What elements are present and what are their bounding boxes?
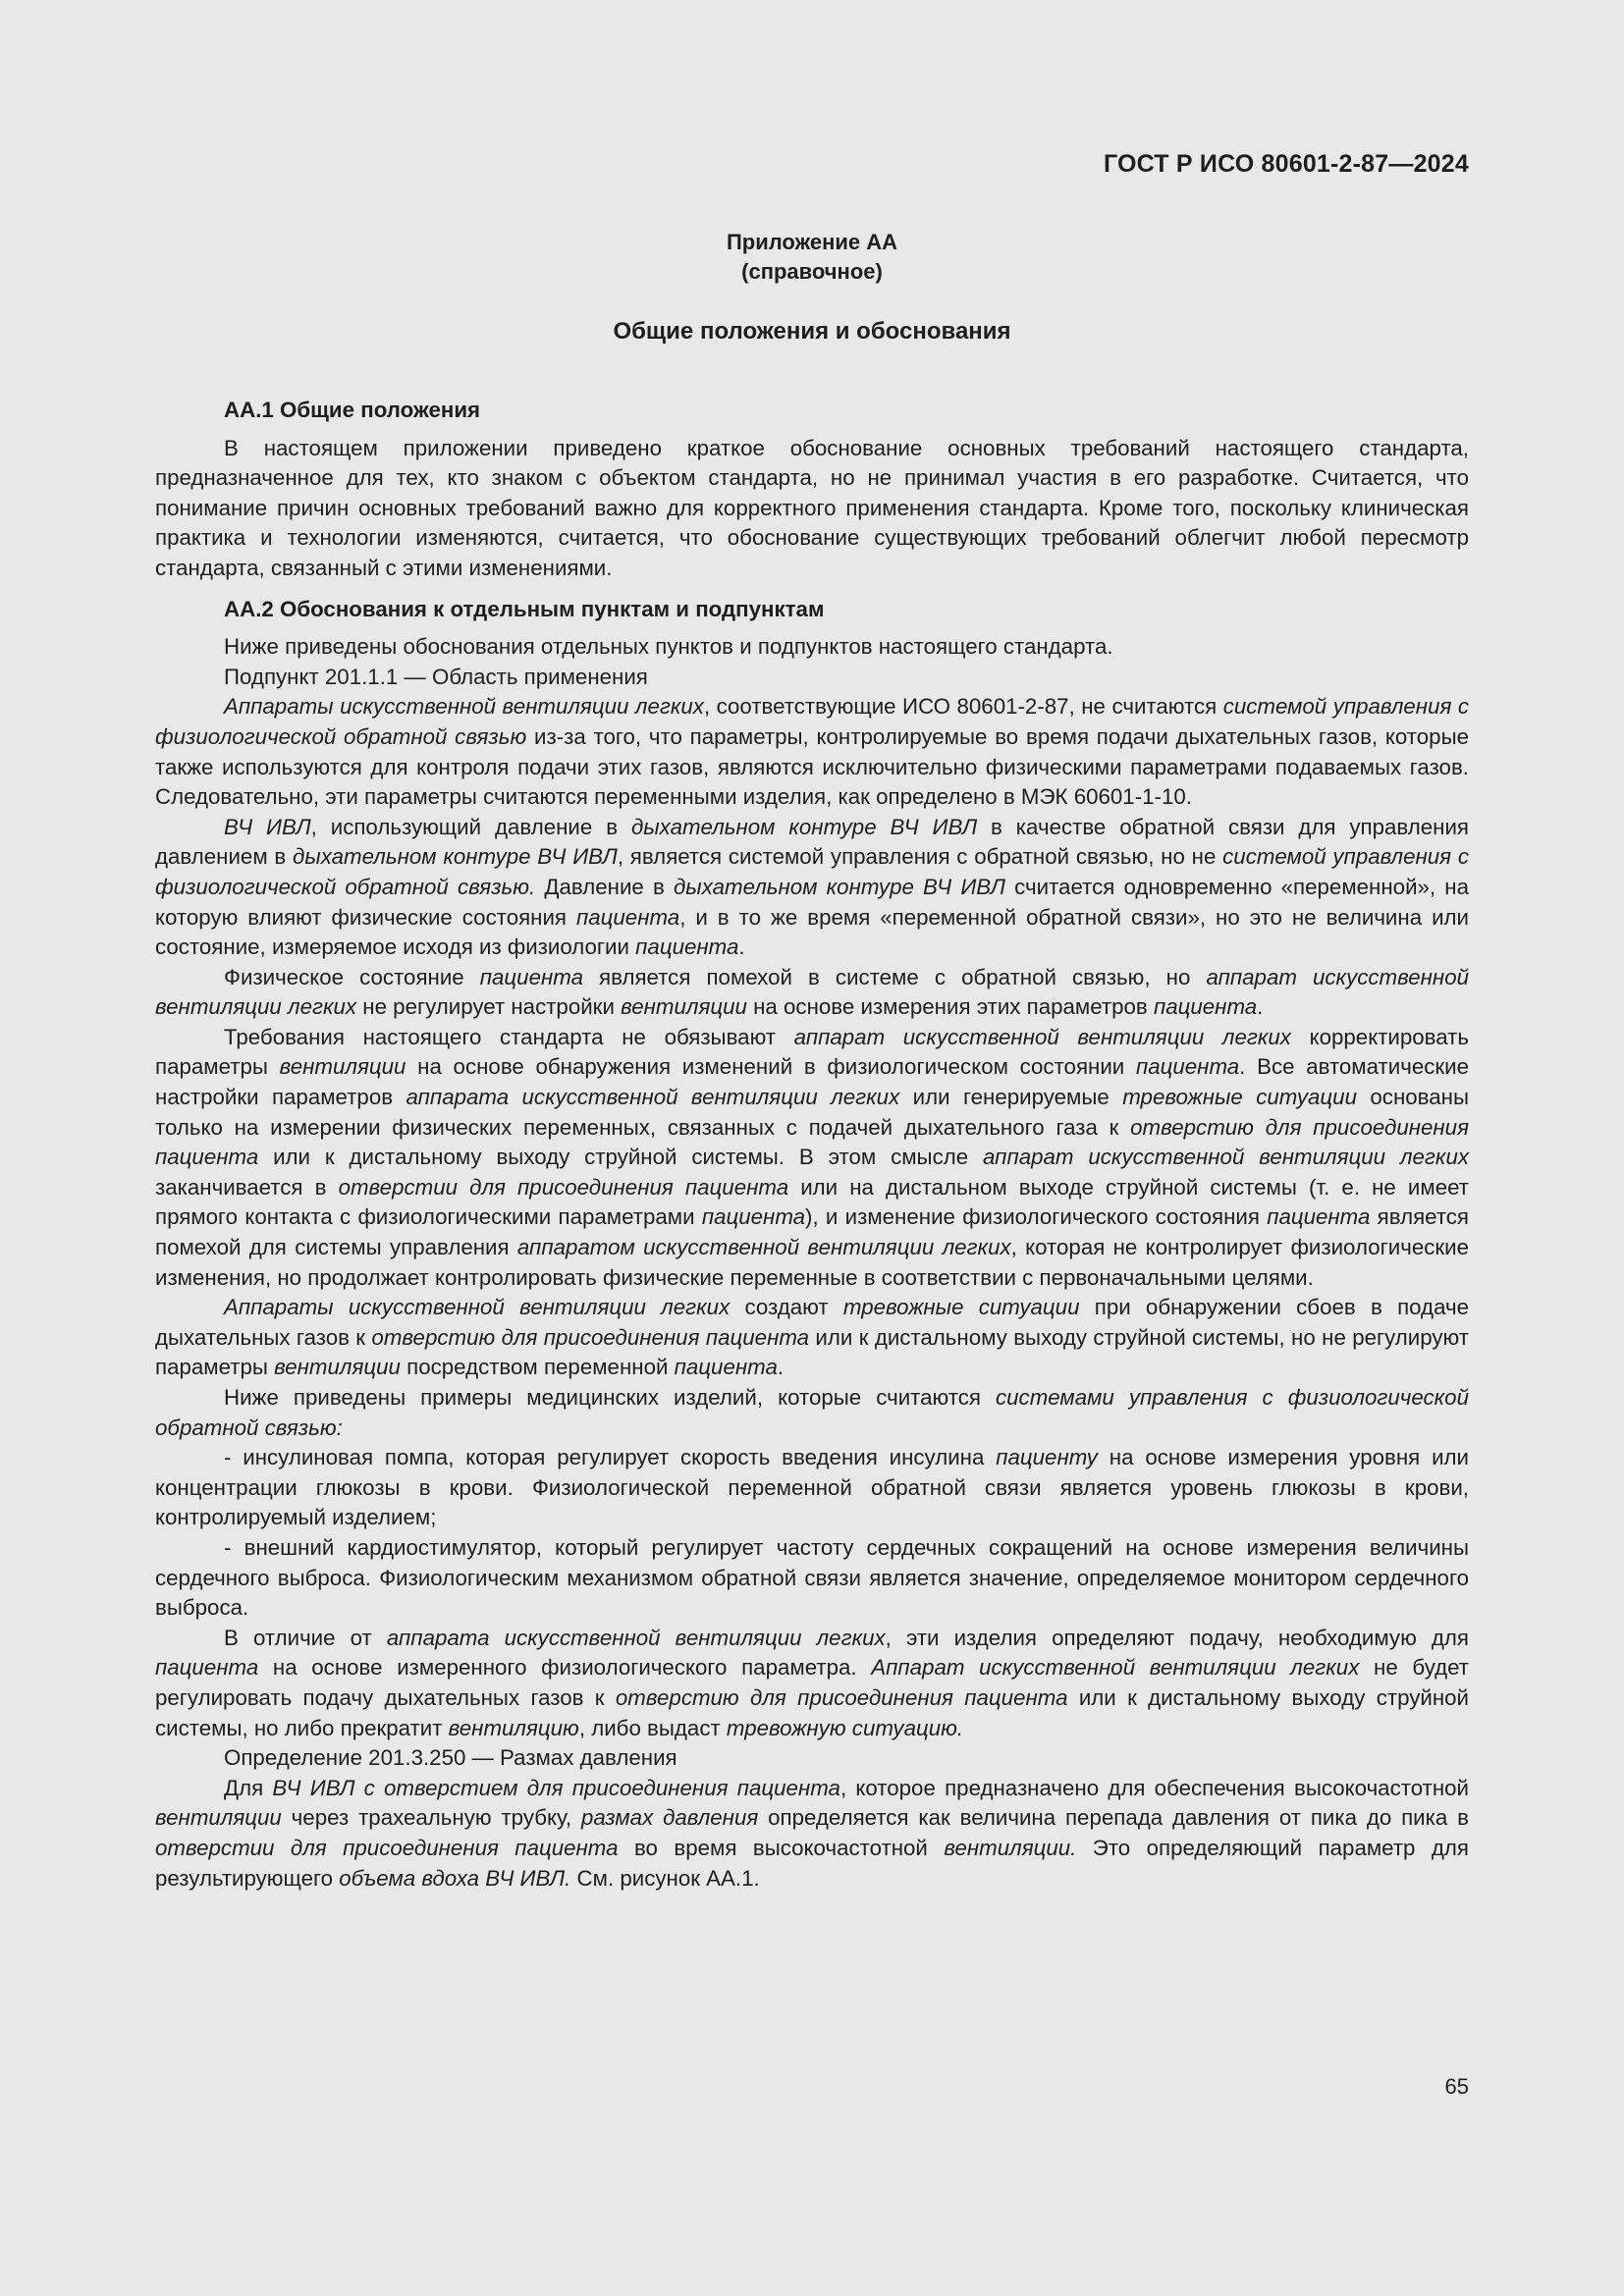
italic-term: аппарат искусственной вентиляции легких <box>155 964 1469 1020</box>
text-run: создают <box>730 1295 843 1320</box>
italic-term: отверстию для присоединения пациента <box>155 1114 1469 1170</box>
annex-title-line1: Приложение АА <box>726 230 898 254</box>
italic-term: аппарата искусственной вентиляции легких <box>386 1625 886 1650</box>
paragraph <box>155 813 1469 963</box>
italic-term: дыхательном контуре ВЧ ИВЛ <box>673 874 1005 899</box>
text-run: посредством переменной <box>400 1355 675 1380</box>
standard-code-header: ГОСТ Р ИСО 80601-2-87—2024 <box>1103 150 1469 178</box>
text-run: через трахеальную трубку, <box>281 1805 581 1831</box>
text-run: , либо выдаст <box>578 1715 727 1740</box>
italic-term: пациента <box>701 1204 806 1230</box>
text-run: определяется как величина перепада давления от пика до пика в <box>758 1805 1469 1831</box>
text-run: Это определяющий параметр для результирующего <box>155 1835 1469 1891</box>
italic-term: вентиляцию <box>448 1715 579 1740</box>
italic-term: аппарат искусственной вентиляции легких <box>793 1024 1291 1049</box>
text-run: Определение 201.3.250 — Размах давления <box>224 1745 677 1771</box>
italic-term: системой управления с физиологической обратной связью. <box>155 844 1469 899</box>
italic-term: вентиляции. <box>944 1835 1077 1860</box>
annex-title <box>155 228 1469 287</box>
text-run: на основе обнаружения изменений в физиологическом состоянии <box>406 1054 1136 1080</box>
annex-title-line2: (справочное) <box>741 259 883 284</box>
italic-term: отверстию для присоединения пациента <box>615 1684 1068 1710</box>
text-run: ), и изменение физиологического состояния <box>805 1204 1268 1230</box>
text-run: является помехой для системы управления <box>155 1204 1470 1260</box>
italic-term: Аппараты искусственной вентиляции легких <box>224 694 704 720</box>
italic-term: дыхательном контуре ВЧ ИВЛ <box>630 814 978 839</box>
italic-term: отверстии для присоединения пациента <box>155 1835 619 1860</box>
section-aa1-content <box>155 434 1469 584</box>
paragraph <box>155 1383 1469 1443</box>
paragraph <box>155 692 1469 812</box>
section-heading-aa2: АА.2 Обоснования к отдельным пунктам и подпунктам <box>224 596 825 621</box>
text-run: не регулирует настройки <box>356 994 622 1020</box>
text-run: из-за того, что параметры, контролируемые во время подачи дыхательных газов, которые также используются для контроля подачи этих газов, являются исключительно физическими параметрами подаваемых газов. Следовательно, эти параметры считаются переменными изделия, как определено в МЭК 60601-1-10. <box>155 723 1469 810</box>
text-run: , которое предназначено для обеспечения высокочастотной <box>839 1775 1469 1800</box>
text-run: - инсулиновая помпа, которая регулирует скорость введения инсулина <box>224 1445 997 1470</box>
text-run: Физическое состояние <box>224 964 480 989</box>
italic-term: дыхательном контуре ВЧ ИВЛ <box>293 844 618 870</box>
text-run: на основе измеренного физиологического параметра. <box>258 1655 872 1681</box>
italic-term: пациента <box>575 904 680 930</box>
italic-term: тревожные ситуации <box>842 1295 1080 1320</box>
text-run: Подпункт 201.1.1 — Область применения <box>224 664 648 689</box>
paragraph <box>155 1774 1469 1894</box>
text-run: . Все автоматические настройки параметров <box>155 1054 1469 1110</box>
italic-term: пациента <box>1153 994 1258 1020</box>
text-run: , эти изделия определяют подачу, необходимую для <box>885 1625 1469 1650</box>
italic-term: ВЧ ИВЛ с отверстием для присоединения пациента <box>272 1775 840 1800</box>
italic-term: аппаратом искусственной вентиляции легких <box>516 1235 1011 1260</box>
body-text <box>155 396 1469 1894</box>
text-run: , и в то же время «переменной обратной связи», но это не величина или состояние, измеряемое исходя из физиологии <box>155 904 1469 960</box>
text-run: См. рисунок АА.1. <box>570 1865 760 1891</box>
text-run: В отличие от <box>224 1625 387 1650</box>
paragraph <box>155 1624 1469 1743</box>
text-run: Давление в <box>535 874 674 899</box>
text-run: или на дистальном выходе струйной системы (т. е. не имеет прямого контакта с физиологическими параметрами <box>155 1174 1469 1230</box>
paragraph <box>155 1023 1469 1293</box>
italic-term: вентиляции <box>621 994 747 1020</box>
text-run: или к дистальному выходу струйной системы. В этом смысле <box>258 1145 984 1170</box>
paragraph <box>155 632 1469 663</box>
italic-term: отверстию для присоединения пациента <box>371 1324 810 1350</box>
text-run: , использующий давление в <box>310 814 631 839</box>
page-number: 65 <box>1444 2074 1469 2099</box>
italic-term: объема вдоха ВЧ ИВЛ. <box>339 1865 571 1891</box>
text-run: считается одновременно «переменной», на которую влияют физические состояния <box>155 874 1470 930</box>
text-run: на основе измерения этих параметров <box>746 994 1154 1020</box>
text-run: во время высокочастотной <box>618 1835 945 1860</box>
section-heading-aa1: АА.1 Общие положения <box>224 398 481 422</box>
text-run: или к дистальному выходу струйной системы, но либо прекратит <box>155 1684 1469 1740</box>
italic-term: вентиляции <box>274 1355 401 1380</box>
italic-term: пациента <box>635 934 739 960</box>
text-run: является помехой в системе с обратной связью, но <box>582 964 1207 989</box>
italic-term: пациента <box>1267 1204 1371 1230</box>
italic-term: вентиляции <box>155 1805 282 1831</box>
paragraph <box>155 963 1469 1023</box>
italic-term: системой управления с физиологической обратной связью <box>155 694 1470 749</box>
text-run: не будет регулировать подачу дыхательных газов к <box>155 1655 1469 1710</box>
section-aa2-content <box>155 632 1469 1894</box>
italic-term: Аппарат искусственной вентиляции легких <box>871 1655 1360 1681</box>
italic-term: пациента <box>1135 1054 1240 1080</box>
italic-term: аппарата искусственной вентиляции легких <box>406 1085 900 1110</box>
paragraph <box>155 1443 1469 1533</box>
italic-term: вентиляции <box>279 1054 406 1080</box>
text-run: при обнаружении сбоев в подаче дыхательных газов к <box>155 1295 1469 1350</box>
italic-term: ВЧ ИВЛ <box>224 814 311 839</box>
text-run: заканчивается в <box>155 1174 339 1200</box>
text-run: В настоящем приложении приведено краткое обоснование основных требований настоящего стандарта, предназначенное для тех, кто знаком с объектом стандарта, но не принимал участия в его разработке. Считается, что понимание причин основных требований важно для корректного применения стандарта. Кроме того, поскольку клиническая практика и технологии изменяются, считается, что обоснование существующих требований облегчит любой пересмотр стандарта, связанный с этими изменениями. <box>155 435 1469 580</box>
italic-term: размах давления <box>580 1805 759 1831</box>
italic-term: тревожную ситуацию. <box>726 1715 964 1740</box>
text-run: , которая не контролирует физиологические изменения, но продолжает контролировать физические переменные в соответствии с первоначальными целями. <box>155 1235 1469 1290</box>
italic-term: тревожные ситуации <box>1122 1085 1357 1110</box>
text-run: в качестве обратной связи для управления давлением в <box>155 814 1470 870</box>
italic-term: отверстии для присоединения пациента <box>338 1174 789 1200</box>
text-run: корректировать параметры <box>155 1024 1469 1080</box>
document-page <box>155 0 1469 2296</box>
annex-heading: Общие положения и обоснования <box>613 318 1011 345</box>
paragraph <box>155 434 1469 584</box>
text-run: Ниже приведены обоснования отдельных пунктов и подпунктов настоящего стандарта. <box>224 634 1113 660</box>
text-run: на основе измерения уровня или концентрации глюкозы в крови. Физиологической переменной обратной связи является уровень глюкозы в крови, контролируемый изделием; <box>155 1445 1469 1530</box>
text-run: основаны только на измерении физических переменных, связанных с подачей дыхательного газа к <box>155 1085 1469 1140</box>
text-run: . <box>1257 994 1264 1020</box>
italic-term: системами управления с физиологической обратной связью: <box>155 1385 1469 1440</box>
text-run: или генерируемые <box>899 1085 1123 1110</box>
text-run: Ниже приведены примеры медицинских изделий, которые считаются <box>224 1385 996 1410</box>
text-run: Для <box>224 1775 273 1800</box>
text-run: , является системой управления с обратной связью, но не <box>617 844 1223 870</box>
text-run: , соответствующие ИСО 80601-2-87, не считаются <box>703 694 1223 720</box>
italic-term: аппарат искусственной вентиляции легких <box>983 1145 1469 1170</box>
text-run: - внешний кардиостимулятор, который регулирует частоту сердечных сокращений на основе измерения величины сердечного выброса. Физиологическим механизмом обратной связи является значение, определяемое монитором сердечного выброса. <box>155 1534 1469 1621</box>
italic-term: пациента <box>479 964 583 989</box>
italic-term: пациента <box>674 1355 778 1380</box>
paragraph <box>155 1293 1469 1383</box>
paragraph <box>155 1743 1469 1774</box>
text-run: или к дистальному выходу струйной системы, но не регулируют параметры <box>155 1324 1469 1380</box>
italic-term: пациенту <box>996 1445 1098 1470</box>
text-run: Требования настоящего стандарта не обязывают <box>224 1024 794 1049</box>
text-run: . <box>777 1355 785 1380</box>
italic-term: Аппараты искусственной вентиляции легких <box>224 1295 731 1320</box>
paragraph <box>155 663 1469 693</box>
italic-term: пациента <box>155 1655 259 1681</box>
paragraph <box>155 1533 1469 1624</box>
text-run: . <box>738 934 745 960</box>
